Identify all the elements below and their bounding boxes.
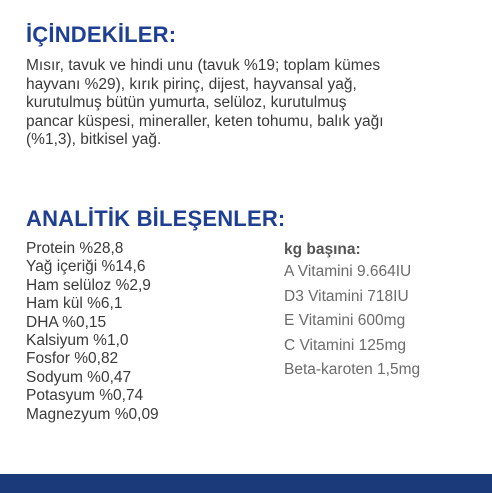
list-item: Potasyum %0,74 [26, 387, 144, 405]
vitamin-item: A Vitamini 9.664IU [284, 263, 412, 280]
list-item: Yağ içeriği %14,6 [26, 258, 146, 276]
ingredients-line: pancar küspesi, mineraller, keten tohumu, balık yağı [26, 112, 384, 130]
vitamin-item: Beta-karoten 1,5mg [284, 361, 421, 378]
analytical-components-list [26, 240, 266, 424]
per-kg-list [284, 240, 484, 383]
vitamin-item: D3 Vitamini 718IU [284, 287, 409, 305]
ingredients-line: hayvanı %29), kırık pirinç, dijest, hayvansal yağ, [26, 75, 357, 93]
ingredients-text [26, 57, 481, 150]
list-item: Ham kül %6,1 [26, 295, 123, 313]
vitamin-item: C Vitamini 125mg [284, 336, 407, 354]
ingredients-line: (%1,3), bitkisel yağ. [26, 131, 162, 148]
list-item: Magnezyum %0,09 [26, 405, 159, 423]
list-item: Kalsiyum %1,0 [26, 332, 129, 350]
ingredients-line: Mısır, tavuk ve hindi unu (tavuk %19; toplam kümes [26, 57, 381, 74]
per-kg-heading: kg başına: [284, 241, 361, 258]
footer-bar [0, 474, 492, 493]
ingredients-line: kurutulmuş bütün yumurta, selüloz, kurutulmuş [26, 94, 347, 111]
list-item: Ham selüloz %2,9 [26, 276, 151, 294]
vitamin-item: E Vitamini 600mg [284, 312, 406, 329]
analytical-components-title: ANALİTİK BİLEŞENLER: [26, 206, 286, 231]
list-item: Protein %28,8 [26, 240, 124, 257]
list-item: Fosfor %0,82 [26, 350, 119, 368]
ingredients-title: İÇİNDEKİLER: [26, 22, 177, 47]
list-item: DHA %0,15 [26, 313, 107, 331]
list-item: Sodyum %0,47 [26, 368, 132, 386]
